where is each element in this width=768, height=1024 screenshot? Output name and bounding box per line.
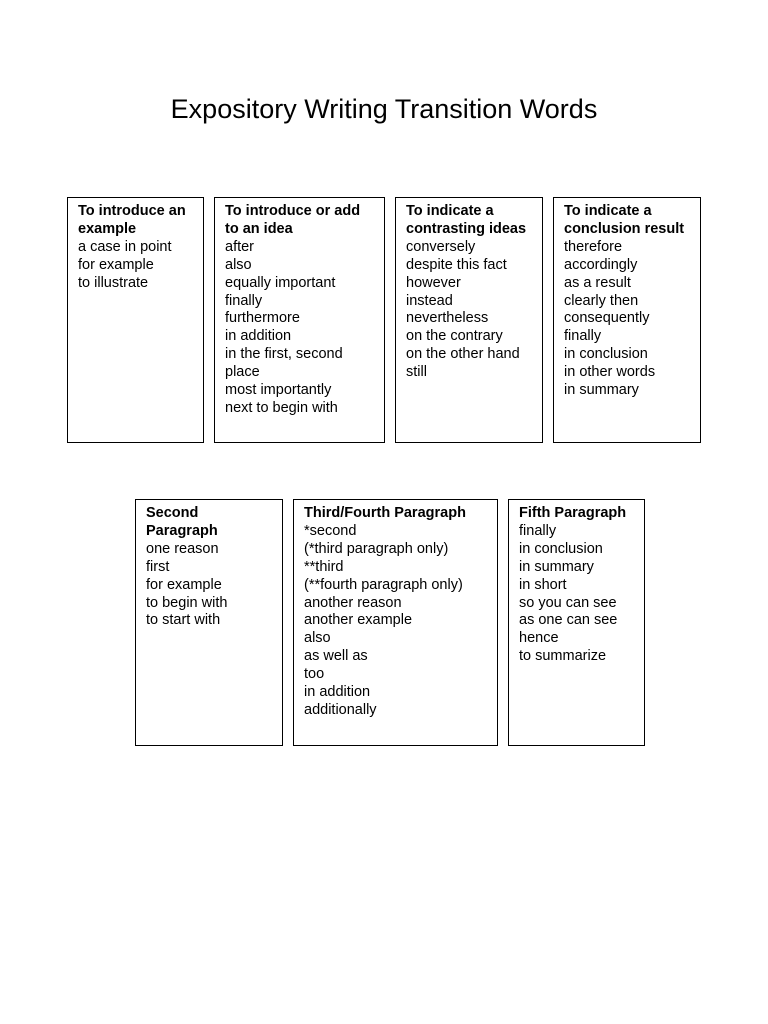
list-item: therefore — [564, 238, 623, 255]
list-item: as well as — [304, 648, 368, 665]
list-item: to begin with — [146, 594, 228, 611]
box-introduce-or-add — [214, 197, 385, 443]
list-item: conversely — [406, 238, 476, 255]
list-item: *second — [304, 522, 357, 539]
list-item: for example — [146, 576, 222, 593]
word-list — [564, 239, 691, 400]
box-heading: To indicate a conclusion result — [564, 203, 685, 237]
list-item: nevertheless — [406, 310, 489, 327]
box-heading: To introduce or add to an idea — [225, 203, 361, 237]
box-introduce-example — [67, 197, 204, 443]
list-item: too — [304, 666, 325, 683]
list-item: despite this fact — [406, 256, 507, 273]
list-item: still — [406, 364, 427, 381]
list-item: a case in point — [78, 238, 172, 255]
list-item: hence — [519, 630, 559, 647]
word-list — [406, 239, 533, 382]
box-heading: To indicate a contrasting ideas — [406, 203, 527, 237]
list-item: to start with — [146, 612, 221, 629]
list-item: furthermore — [225, 310, 300, 327]
list-item: in conclusion — [519, 540, 603, 557]
word-list — [225, 239, 375, 418]
list-item: another example — [304, 612, 413, 629]
list-item: next to begin with — [225, 399, 338, 416]
list-item: consequently — [564, 310, 650, 327]
box-heading: Second Paragraph — [146, 505, 218, 539]
list-item: (**fourth paragraph only) — [304, 576, 463, 593]
list-item: in addition — [304, 684, 371, 701]
list-item: for example — [78, 256, 154, 273]
list-item: on the contrary — [406, 328, 503, 345]
list-item: after — [225, 238, 255, 255]
list-item: first — [146, 558, 170, 575]
box-third-fourth-paragraph — [293, 499, 498, 746]
list-item: in the first, second place — [225, 346, 343, 381]
list-item: equally important — [225, 274, 336, 291]
box-contrasting-ideas — [395, 197, 543, 443]
box-heading: To introduce an example — [78, 203, 186, 237]
word-list — [519, 523, 635, 666]
list-item: to illustrate — [78, 274, 149, 291]
list-item: finally — [225, 292, 263, 309]
list-item: in conclusion — [564, 346, 648, 363]
list-item: as a result — [564, 274, 631, 291]
box-heading: Third/Fourth Paragraph — [304, 505, 466, 521]
list-item: so you can see — [519, 594, 617, 611]
list-item: clearly then — [564, 292, 639, 309]
list-item: finally — [564, 328, 602, 345]
list-item: in addition — [225, 328, 292, 345]
box-heading: Fifth Paragraph — [519, 505, 627, 521]
list-item: (*third paragraph only) — [304, 540, 449, 557]
list-item: in summary — [564, 382, 639, 399]
list-item: instead — [406, 292, 453, 309]
word-list — [78, 239, 194, 293]
list-item: also — [225, 256, 252, 273]
list-item: to summarize — [519, 648, 607, 665]
list-item: on the other hand — [406, 346, 520, 363]
list-item: another reason — [304, 594, 402, 611]
list-item: also — [304, 630, 331, 647]
box-conclusion-result — [553, 197, 701, 443]
list-item: however — [406, 274, 461, 291]
page-title: Expository Writing Transition Words — [170, 94, 598, 124]
list-item: most importantly — [225, 382, 332, 399]
list-item: in summary — [519, 558, 594, 575]
list-item: finally — [519, 522, 557, 539]
word-list — [304, 523, 488, 720]
list-item: accordingly — [564, 256, 638, 273]
box-fifth-paragraph — [508, 499, 645, 746]
word-list — [146, 541, 273, 631]
box-second-paragraph — [135, 499, 283, 746]
list-item: additionally — [304, 701, 377, 718]
list-item: one reason — [146, 540, 219, 557]
list-item: in other words — [564, 364, 656, 381]
list-item: in short — [519, 576, 567, 593]
list-item: as one can see — [519, 612, 618, 629]
list-item: **third — [304, 558, 344, 575]
